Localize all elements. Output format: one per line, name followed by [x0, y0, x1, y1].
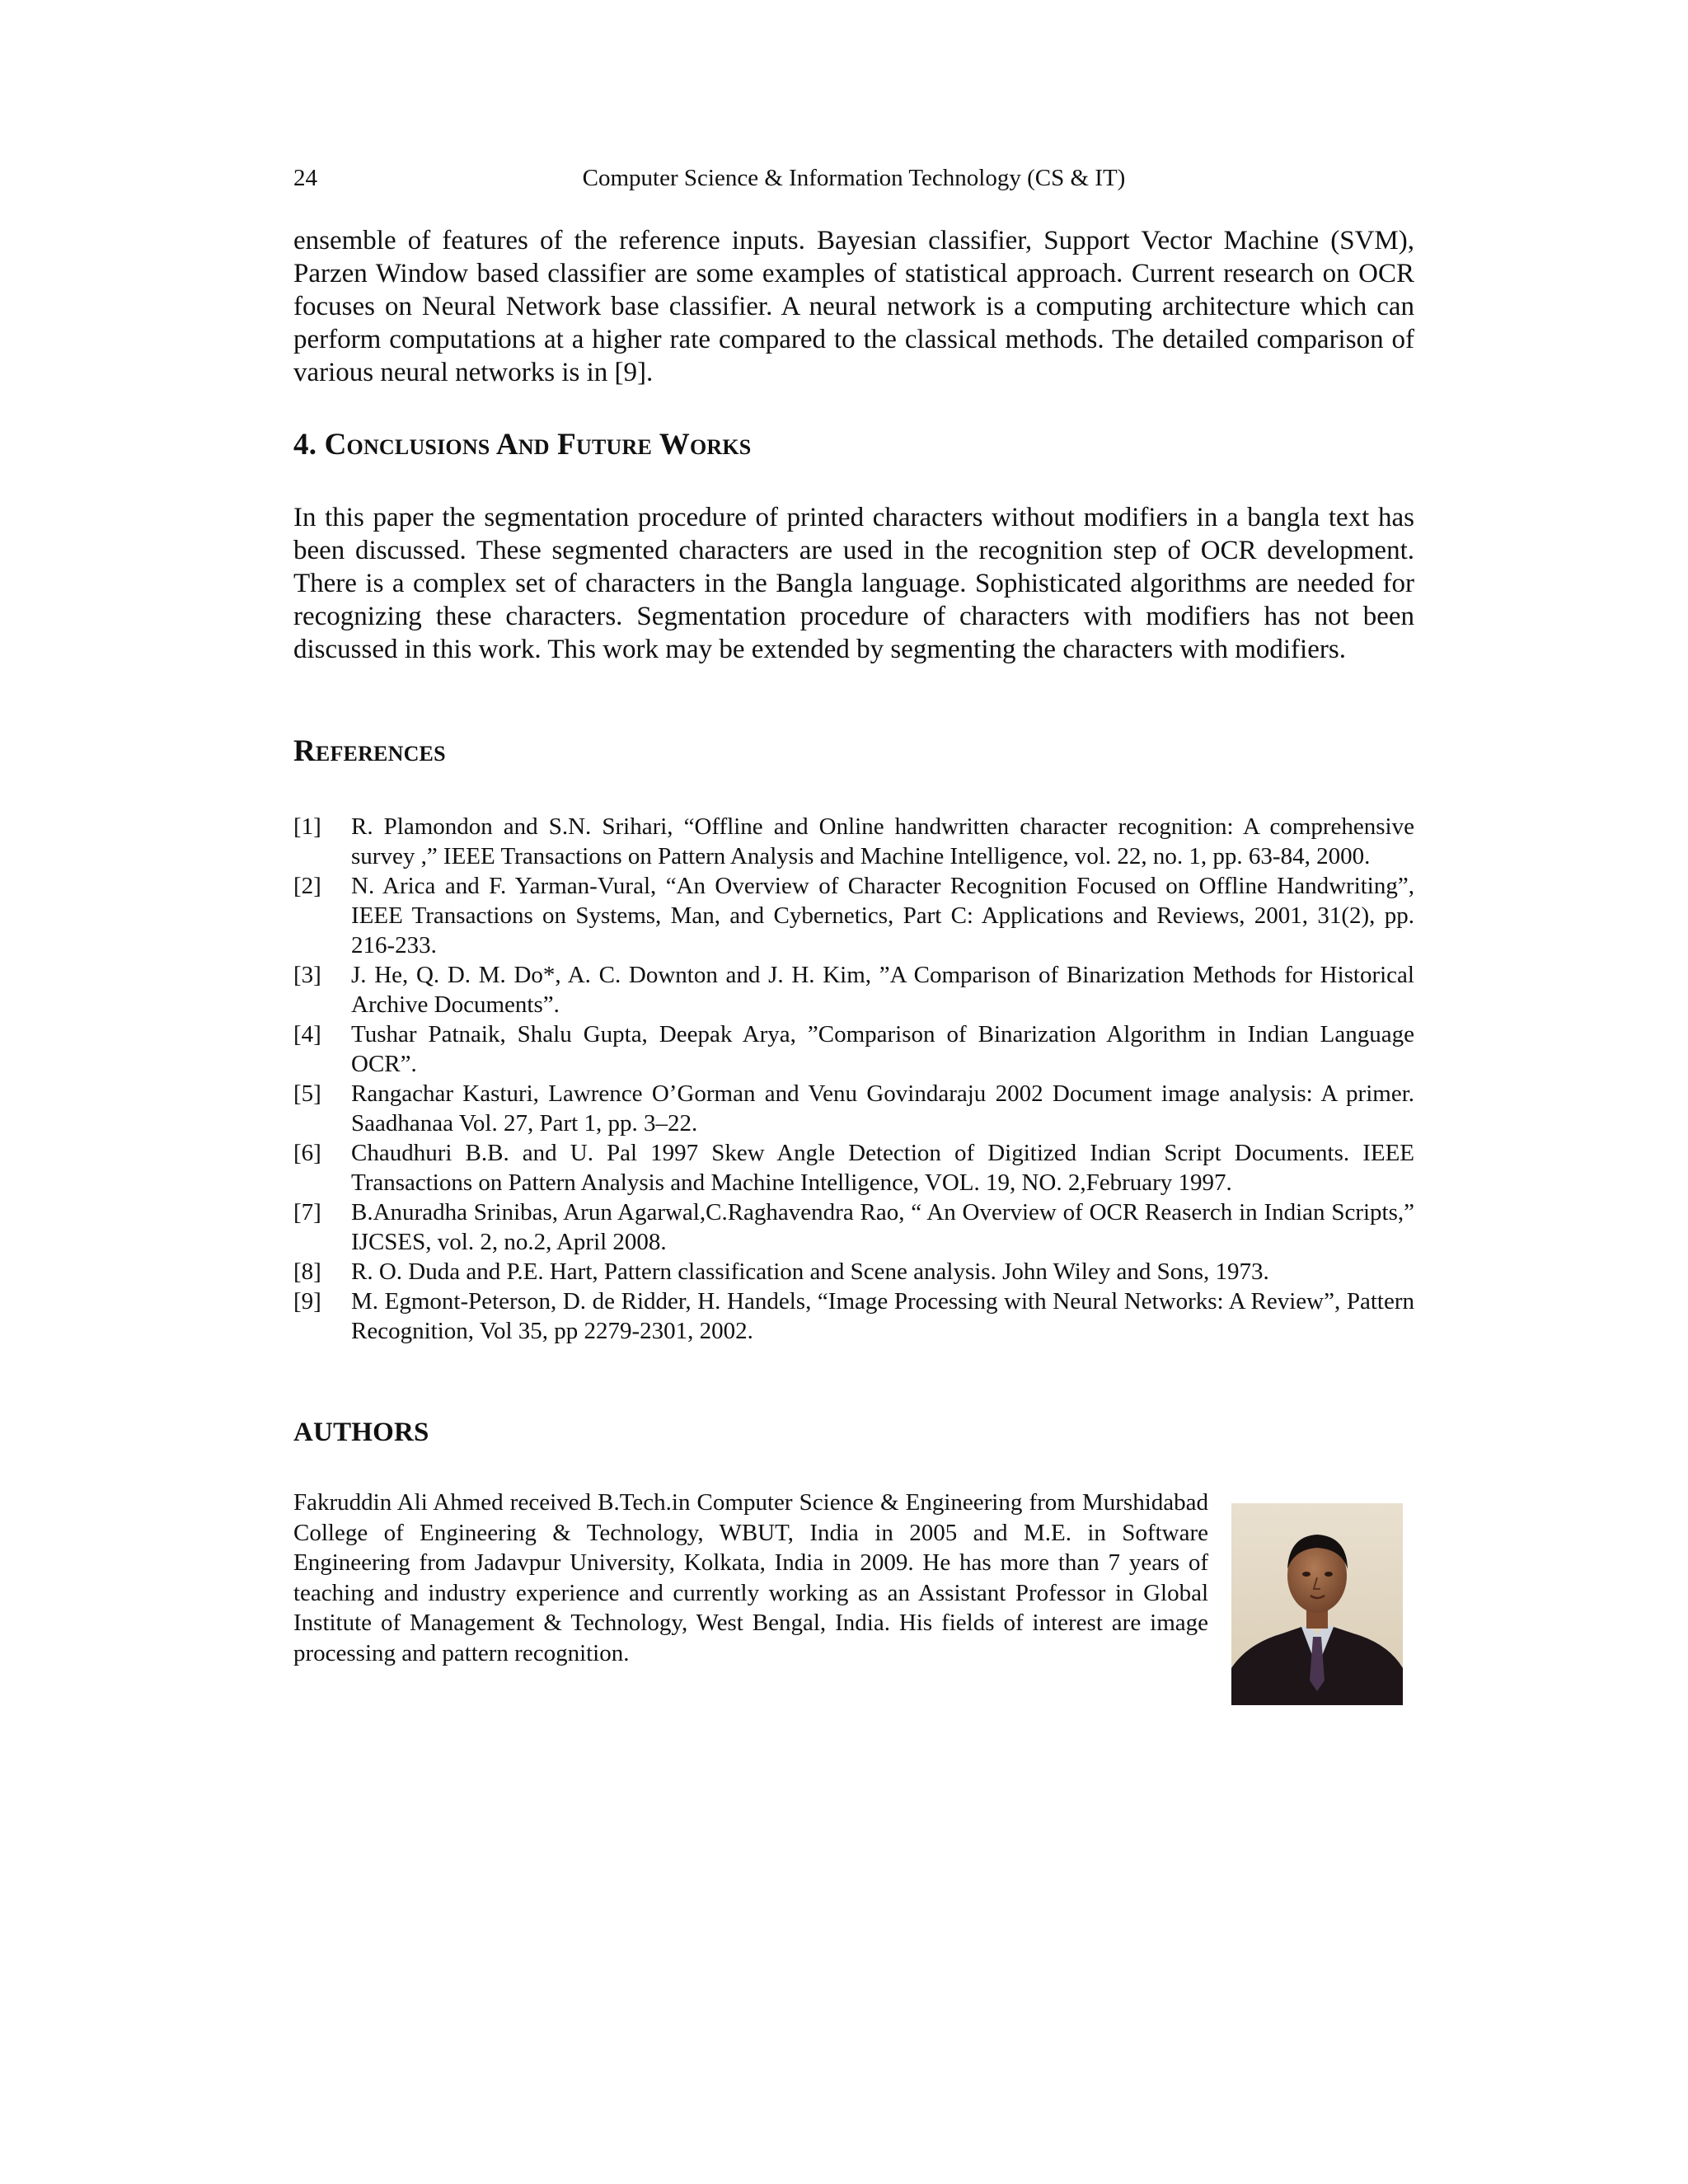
reference-list [293, 812, 1414, 1346]
reference-text: R. O. Duda and P.E. Hart, Pattern classification and Scene analysis. John Wiley and Sons, 1973. [351, 1258, 1269, 1285]
reference-text: Chaudhuri B.B. and U. Pal 1997 Skew Angle Detection of Digitized Indian Script Documents. IEEE Transactions on Pattern Analysis and Machine Intelligence, VOL. 19, NO. 2,February 1997. [351, 1140, 1414, 1196]
reference-number: [7] [293, 1199, 321, 1226]
reference-number: [1] [293, 813, 321, 840]
reference-text: M. Egmont-Peterson, D. de Ridder, H. Handels, “Image Processing with Neural Networks: A Review”, Pattern Recognition, Vol 35, pp 2279-2301, 2002. [351, 1288, 1414, 1344]
reference-item [293, 812, 1414, 871]
authors-heading: AUTHORS [293, 1418, 429, 1447]
portrait-graphic [1231, 1503, 1403, 1705]
page-number: 24 [293, 165, 317, 191]
reference-text: Tushar Patnaik, Shalu Gupta, Deepak Arya, ”Comparison of Binarization Algorithm in Indian Language OCR”. [351, 1021, 1414, 1077]
reference-number: [3] [293, 962, 321, 988]
reference-item [293, 1257, 1414, 1286]
reference-item [293, 1286, 1414, 1346]
running-header [293, 165, 1414, 198]
paper-page [293, 0, 1414, 2184]
conclusions-heading: 4. Conclusions And Future Works [293, 428, 752, 462]
reference-item [293, 960, 1414, 1019]
reference-text: Rangachar Kasturi, Lawrence O’Gorman and Venu Govindaraju 2002 Document image analysis: A primer. Saadhanaa Vol. 27, Part 1, pp. 3–22. [351, 1080, 1414, 1137]
reference-number: [5] [293, 1080, 321, 1107]
reference-item [293, 1197, 1414, 1257]
reference-item [293, 1079, 1414, 1138]
journal-title: Computer Science & Information Technology (CS & IT) [582, 165, 1126, 191]
reference-item [293, 871, 1414, 960]
reference-number: [8] [293, 1258, 321, 1285]
reference-number: [2] [293, 873, 321, 899]
conclusions-paragraph: In this paper the segmentation procedure of printed characters without modifiers in a bangla text has been discussed. These segmented characters are used in the recognition step of OCR development. There is a complex set of characters in the Bangla language. Sophisticated algorithms are needed for recognizing these characters. Segmentation procedure of characters with modifiers has not been discussed in this work. This work may be extended by segmenting the characters with modifiers. [293, 503, 1414, 664]
reference-number: [4] [293, 1021, 321, 1047]
author-bio: Fakruddin Ali Ahmed received B.Tech.in Computer Science & Engineering from Murshidabad College of Engineering & Technology, WBUT, India in 2005 and M.E. in Software Engineering from Jadavpur University, Kolkata, India in 2009. He has more than 7 years of teaching and industry experience and currently working as an Assistant Professor in Global Institute of Management & Technology, West Bengal, India. His fields of interest are image processing and pattern recognition. [293, 1489, 1208, 1666]
author-portrait-photo [1231, 1503, 1403, 1705]
reference-number: [9] [293, 1288, 321, 1315]
reference-text: R. Plamondon and S.N. Srihari, “Offline and Online handwritten character recognition: A comprehensive survey ,” IEEE Transactions on Pattern Analysis and Machine Intelligence, vol. 22, no. 1, pp. 63-84, 2000. [351, 813, 1414, 869]
reference-text: N. Arica and F. Yarman-Vural, “An Overview of Character Recognition Focused on Offline Handwriting”, IEEE Transactions on Systems, Man, and Cybernetics, Part C: Applications and Reviews, 2001, 31(2), pp. 216-233. [351, 873, 1414, 958]
reference-text: J. He, Q. D. M. Do*, A. C. Downton and J. H. Kim, ”A Comparison of Binarization Methods for Historical Archive Documents”. [351, 962, 1414, 1018]
reference-item [293, 1019, 1414, 1079]
reference-text: B.Anuradha Srinibas, Arun Agarwal,C.Raghavendra Rao, “ An Overview of OCR Reaserch in Indian Scripts,” IJCSES, vol. 2, no.2, April 2008. [351, 1199, 1414, 1255]
references-heading: References [293, 734, 446, 768]
reference-item [293, 1138, 1414, 1197]
reference-number: [6] [293, 1140, 321, 1166]
intro-paragraph: ensemble of features of the reference inputs. Bayesian classifier, Support Vector Machine (SVM), Parzen Window based classifier are some examples of statistical approach. Current research on OCR focuses on Neural Network base classifier. A neural network is a computing architecture which can perform computations at a higher rate compared to the classical methods. The detailed comparison of various neural networks is in [9]. [293, 226, 1414, 387]
